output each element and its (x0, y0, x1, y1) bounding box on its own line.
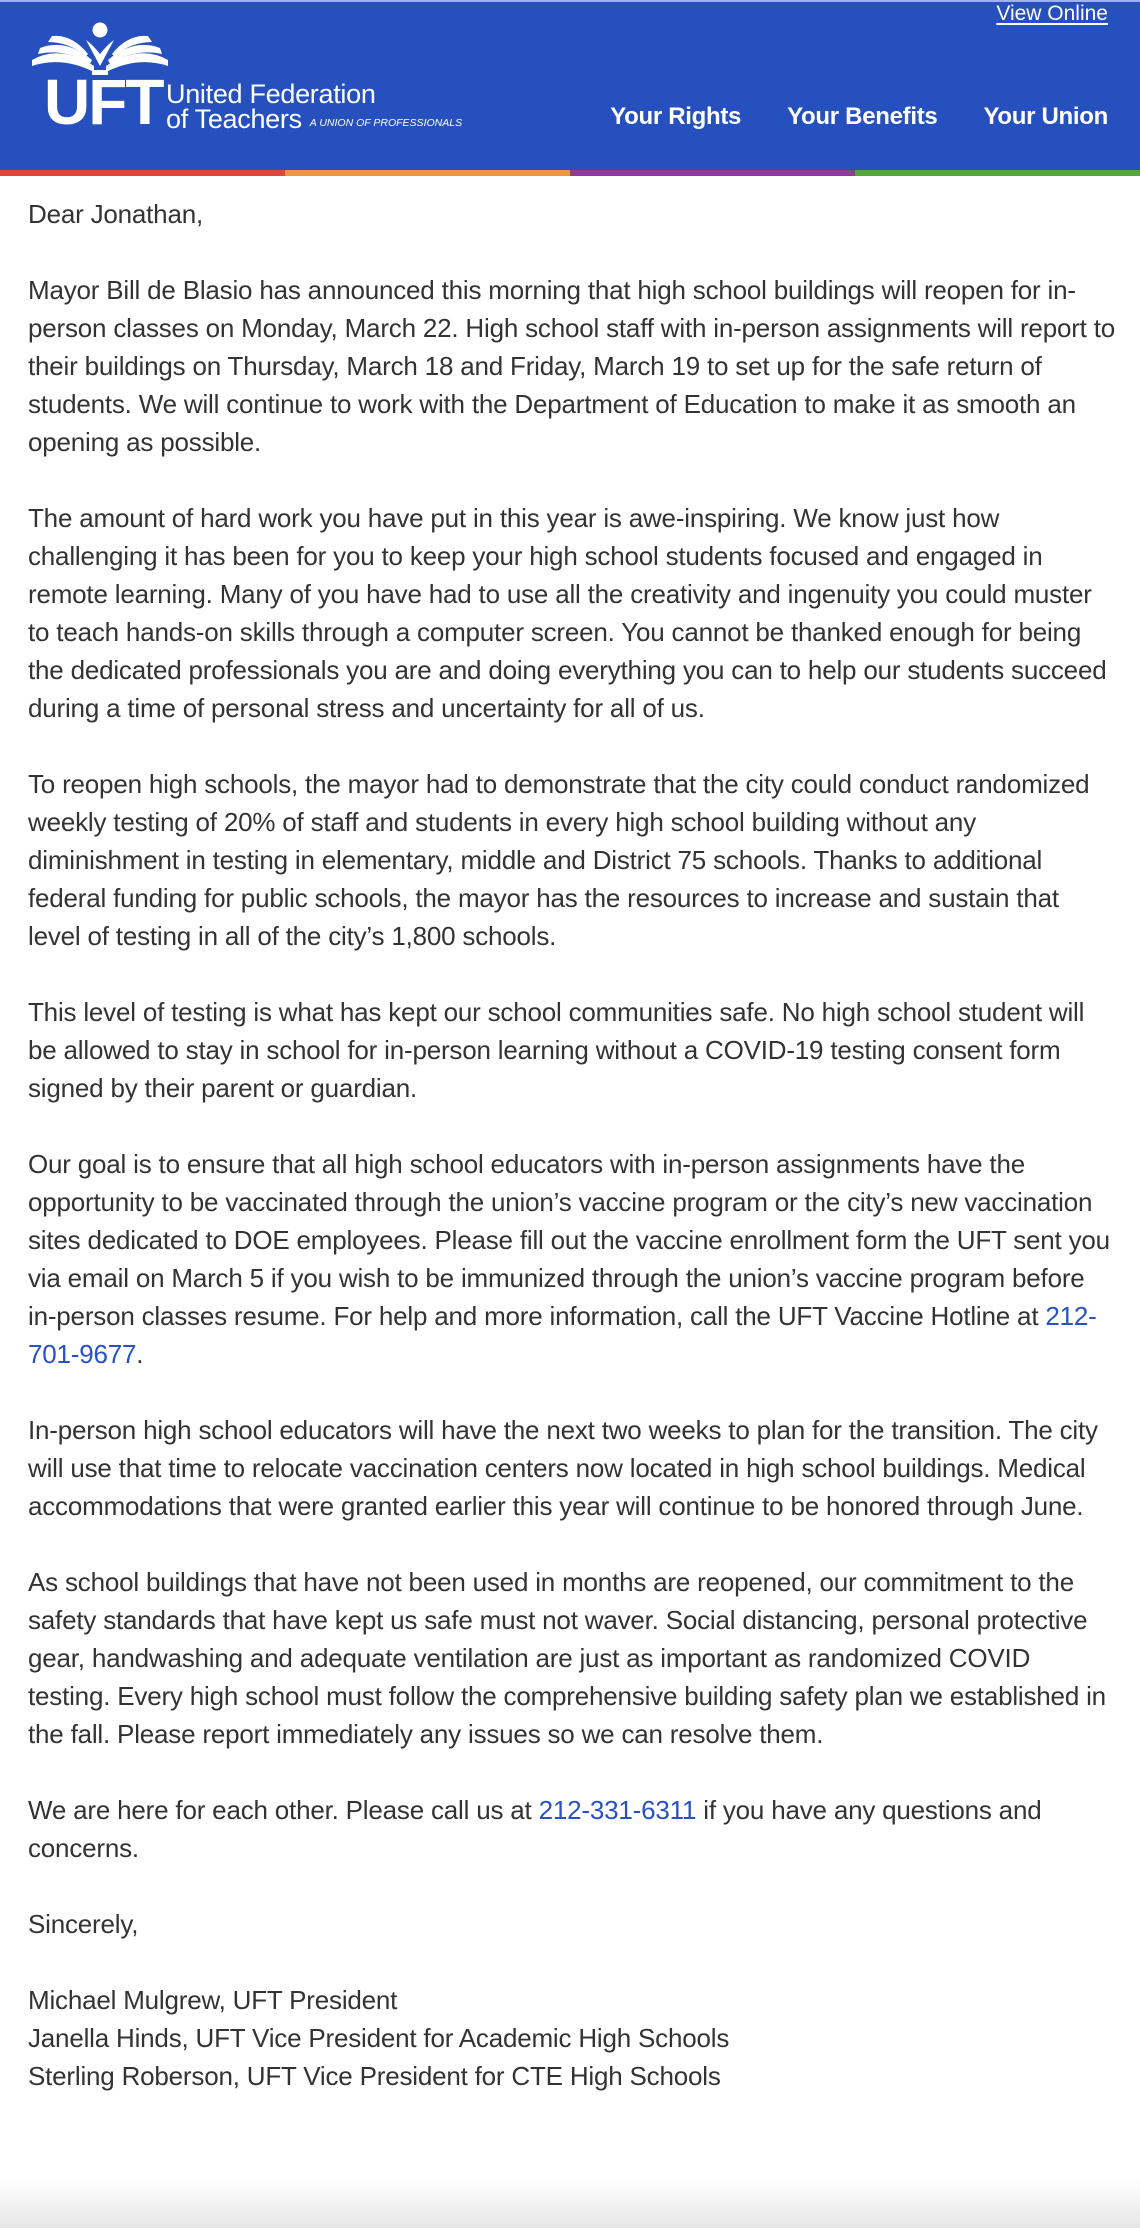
contact-suffix: if you have any questions and concerns. (28, 1795, 1042, 1863)
contact-prefix: We are here for each other. Please call us at (28, 1795, 539, 1825)
signature-line: Michael Mulgrew, UFT President (28, 1985, 398, 2015)
color-bar-red (0, 170, 285, 176)
header-color-bar (0, 170, 1140, 176)
paragraph-testing: To reopen high schools, the mayor had to demonstrate that the city could conduct randomized weekly testing of 20% of staff and students in every high school building without any diminishment in testing in elementary, middle and District 75 schools. Thanks to additional federal funding for public schools, the mayor has the resources to increase and sustain that level of testing in all of the city’s 1,800 schools. (28, 769, 1090, 951)
color-bar-orange (285, 170, 570, 176)
vaccine-hotline-link[interactable]: 212-701-9677 (28, 1301, 1097, 1369)
paragraph-appreciation: The amount of hard work you have put in this year is awe-inspiring. We know just how challenging it has been for you to keep your high school students focused and engaged in remote learning. Many of you have had to use all the creativity and ingenuity you could muster to teach hands-on skills through a computer screen. You cannot be thanked enough for being the dedicated professionals you are and doing everything you can to help our students succeed during a time of personal stress and uncertainty for all of us. (28, 503, 1107, 723)
signature-line: Sterling Roberson, UFT Vice President for CTE High Schools (28, 2061, 721, 2091)
header-nav (610, 103, 1108, 131)
nav-your-union[interactable]: Your Union (983, 103, 1108, 130)
bottom-fade (0, 2180, 1140, 2228)
paragraph-contact (28, 1791, 1118, 1867)
nav-your-rights[interactable]: Your Rights (610, 103, 742, 130)
email-header (0, 0, 1140, 170)
vaccine-text: Our goal is to ensure that all high school educators with in-person assignments have the opportunity to be vaccinated through the union’s vaccine program or the city’s new vaccination sites dedicated to DOE employees. Please fill out the vaccine enrollment form the UFT sent you via email on March 5 if you wish to be immunized through the union’s vaccine program before in-person classes resume. For help and more information, call the UFT Vaccine Hotline at (28, 1149, 1110, 1331)
paragraph-transition: In-person high school educators will have the next two weeks to plan for the transition. The city will use that time to relocate vaccination centers now located in high school buildings. Medical accommodations that were granted earlier this year will continue to be honored through June. (28, 1415, 1098, 1521)
logo-name-line2 (166, 105, 462, 137)
letter-body (28, 195, 1118, 2095)
closing: Sincerely, (28, 1909, 139, 1939)
view-online-link[interactable]: View Online (996, 2, 1108, 25)
logo-abbrev: UFT (44, 66, 163, 138)
logo-name-line1: United Federation (166, 79, 376, 109)
paragraph-announcement: Mayor Bill de Blasio has announced this morning that high school buildings will reopen for in-person classes on Monday, March 22. High school staff with in-person assignments will report to their buildings on Thursday, March 18 and Friday, March 19 to set up for the safe return of students. We will continue to work with the Department of Education to make it as smooth an opening as possible. (28, 275, 1116, 457)
paragraph-consent: This level of testing is what has kept our school communities safe. No high school student will be allowed to stay in school for in-person learning without a COVID-19 testing consent form signed by their parent or guardian. (28, 997, 1085, 1103)
logo-name-line2-text: of Teachers (166, 104, 302, 134)
vaccine-suffix: . (136, 1339, 144, 1369)
paragraph-vaccine (28, 1145, 1118, 1373)
color-bar-purple (570, 170, 855, 176)
color-bar-green (855, 170, 1140, 176)
nav-your-benefits[interactable]: Your Benefits (787, 103, 938, 130)
signatures (28, 1981, 1118, 2095)
header-top-strip (0, 0, 1140, 2)
contact-phone-link[interactable]: 212-331-6311 (538, 1795, 697, 1825)
logo-tagline: A UNION OF PROFESSIONALS (309, 117, 463, 129)
signature-line: Janella Hinds, UFT Vice President for Academic High Schools (28, 2023, 730, 2053)
greeting: Dear Jonathan, (28, 199, 203, 229)
uft-logo[interactable] (30, 20, 490, 140)
paragraph-safety: As school buildings that have not been used in months are reopened, our commitment to the safety standards that have kept us safe must not waver. Social distancing, personal protective gear, handwashing and adequate ventilation are just as important as randomized COVID testing. Every high school must follow the comprehensive building safety plan we established in the fall. Please report immediately any issues so we can resolve them. (28, 1567, 1106, 1749)
